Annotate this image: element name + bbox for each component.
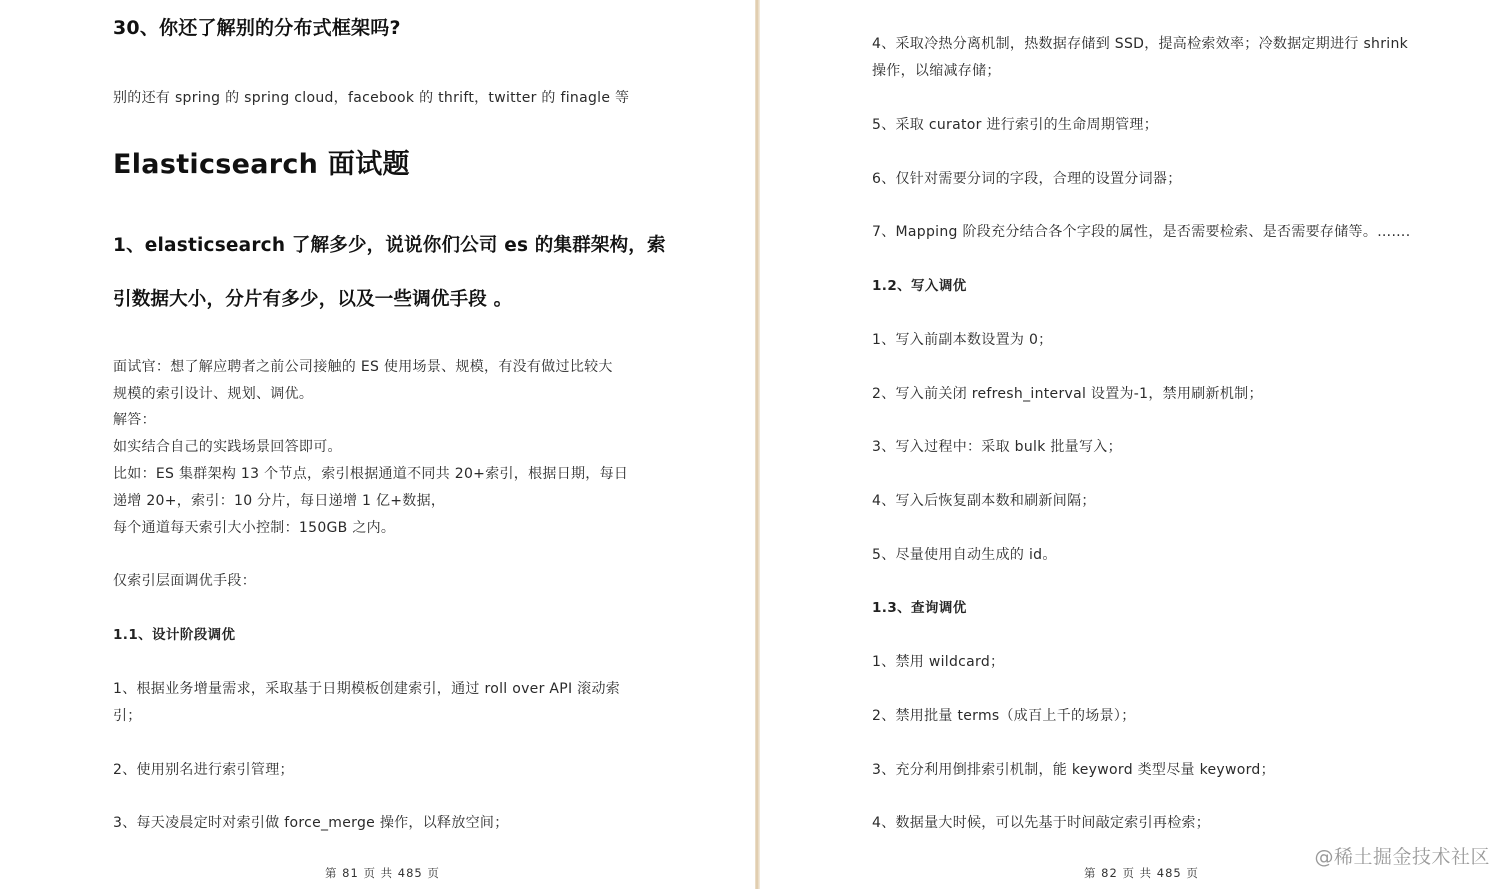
section-title: Elasticsearch 面试题 xyxy=(113,149,410,180)
paragraph-line: 规模的索引设计、规划、调优。 xyxy=(113,386,314,402)
list-item: 2、写入前关闭 refresh_interval 设置为-1，禁用刷新机制； xyxy=(872,386,1263,402)
document-page-81 xyxy=(0,0,755,889)
list-item: 引； xyxy=(113,708,142,724)
paragraph-line: 面试官：想了解应聘者之前公司接触的 ES 使用场景、规模，有没有做过比较大 xyxy=(113,359,613,375)
list-item: 2、禁用批量 terms（成百上千的场景）； xyxy=(872,708,1136,724)
q1-heading-line-2: 引数据大小，分片有多少，以及一些调优手段 。 xyxy=(113,289,513,310)
list-item: 1、根据业务增量需求，采取基于日期模板创建索引，通过 roll over API 滚动索 xyxy=(113,681,621,697)
list-item: 6、仅针对需要分词的字段，合理的设置分词器； xyxy=(872,171,1182,187)
page-footer: 第 81 页 共 485 页 xyxy=(325,866,440,880)
list-item: 5、采取 curator 进行索引的生命周期管理； xyxy=(872,117,1159,133)
paragraph-line: 递增 20+，索引：10 分片，每日递增 1 亿+数据， xyxy=(113,493,446,509)
paragraph-line: 每个通道每天索引大小控制：150GB 之内。 xyxy=(113,520,396,536)
question-30-heading: 30、你还了解别的分布式框架吗? xyxy=(113,17,401,39)
q1-heading-line-1: 1、elasticsearch 了解多少，说说你们公司 es 的集群架构，索 xyxy=(113,235,666,256)
question-30-answer: 别的还有 spring 的 spring cloud，facebook 的 thrift，twitter 的 finagle 等 xyxy=(113,90,630,106)
list-item: 3、充分利用倒排索引机制，能 keyword 类型尽量 keyword； xyxy=(872,762,1275,778)
list-item: 1、禁用 wildcard； xyxy=(872,654,1005,670)
list-item: 2、使用别名进行索引管理； xyxy=(113,762,294,778)
list-item: 3、每天凌晨定时对索引做 force_merge 操作，以释放空间； xyxy=(113,815,509,831)
list-item: 5、尽量使用自动生成的 id。 xyxy=(872,547,1057,563)
paragraph-line: 解答： xyxy=(113,412,156,428)
paragraph-line: 如实结合自己的实践场景回答即可。 xyxy=(113,439,342,455)
index-tuning-intro: 仅索引层面调优手段： xyxy=(113,573,256,589)
list-item: 1、写入前副本数设置为 0； xyxy=(872,332,1053,348)
subsection-1-3-heading: 1.3、查询调优 xyxy=(872,600,967,616)
list-item: 4、写入后恢复副本数和刷新间隔； xyxy=(872,493,1096,509)
list-item: 3、写入过程中：采取 bulk 批量写入； xyxy=(872,439,1122,455)
subsection-1-1-heading: 1.1、设计阶段调优 xyxy=(113,627,236,643)
subsection-1-2-heading: 1.2、写入调优 xyxy=(872,278,967,294)
list-item: 4、采取冷热分离机制，热数据存储到 SSD，提高检索效率；冷数据定期进行 shrink xyxy=(872,36,1409,52)
list-item: 4、数据量大时候，可以先基于时间敲定索引再检索； xyxy=(872,815,1211,831)
list-item: 操作，以缩减存储； xyxy=(872,63,1001,79)
document-page-82 xyxy=(760,0,1512,889)
page-footer: 第 82 页 共 485 页 xyxy=(1084,866,1199,880)
list-item: 7、Mapping 阶段充分结合各个字段的属性，是否需要检索、是否需要存储等。……. xyxy=(872,224,1411,240)
watermark: @稀土掘金技术社区 xyxy=(1314,846,1490,868)
paragraph-line: 比如：ES 集群架构 13 个节点，索引根据通道不同共 20+索引，根据日期，每日 xyxy=(113,466,629,482)
